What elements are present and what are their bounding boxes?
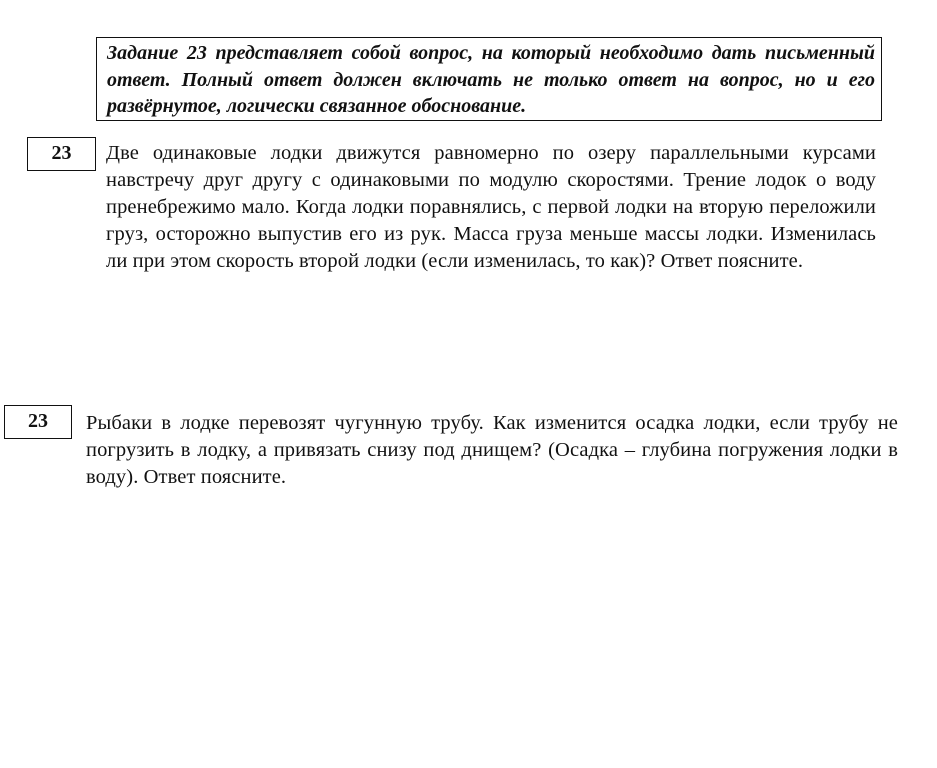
question-number-box: 23: [27, 137, 96, 171]
question-number-box: 23: [4, 405, 72, 439]
question-text: Две одинаковые лодки движутся равномерно по озеру параллельными курсами навстречу друг другу с одинаковыми по модулю скоростями. Трение лодок о воду пренебрежимо мало. Когда лодки поравнялись, с первой лодки на вторую переложили груз, осторожно выпустив его из рук. Масса груза меньше массы лодки. Изменилась ли при этом скорость второй лодки (если изменилась, то как)? Ответ поясните.: [106, 142, 876, 272]
instruction-box: [96, 37, 882, 121]
question-text: Рыбаки в лодке перевозят чугунную трубу. Как изменится осадка лодки, если трубу не погрузить в лодку, а привязать снизу под днищем? (Осадка – глубина погружения лодки в воду). Ответ поясните.: [86, 412, 898, 488]
instruction-text: Задание 23 представляет собой вопрос, на который необходимо дать письменный ответ. Полный ответ должен включать не только ответ на вопрос, но и его развёрнутое, логически связанное обоснование.: [107, 42, 875, 117]
